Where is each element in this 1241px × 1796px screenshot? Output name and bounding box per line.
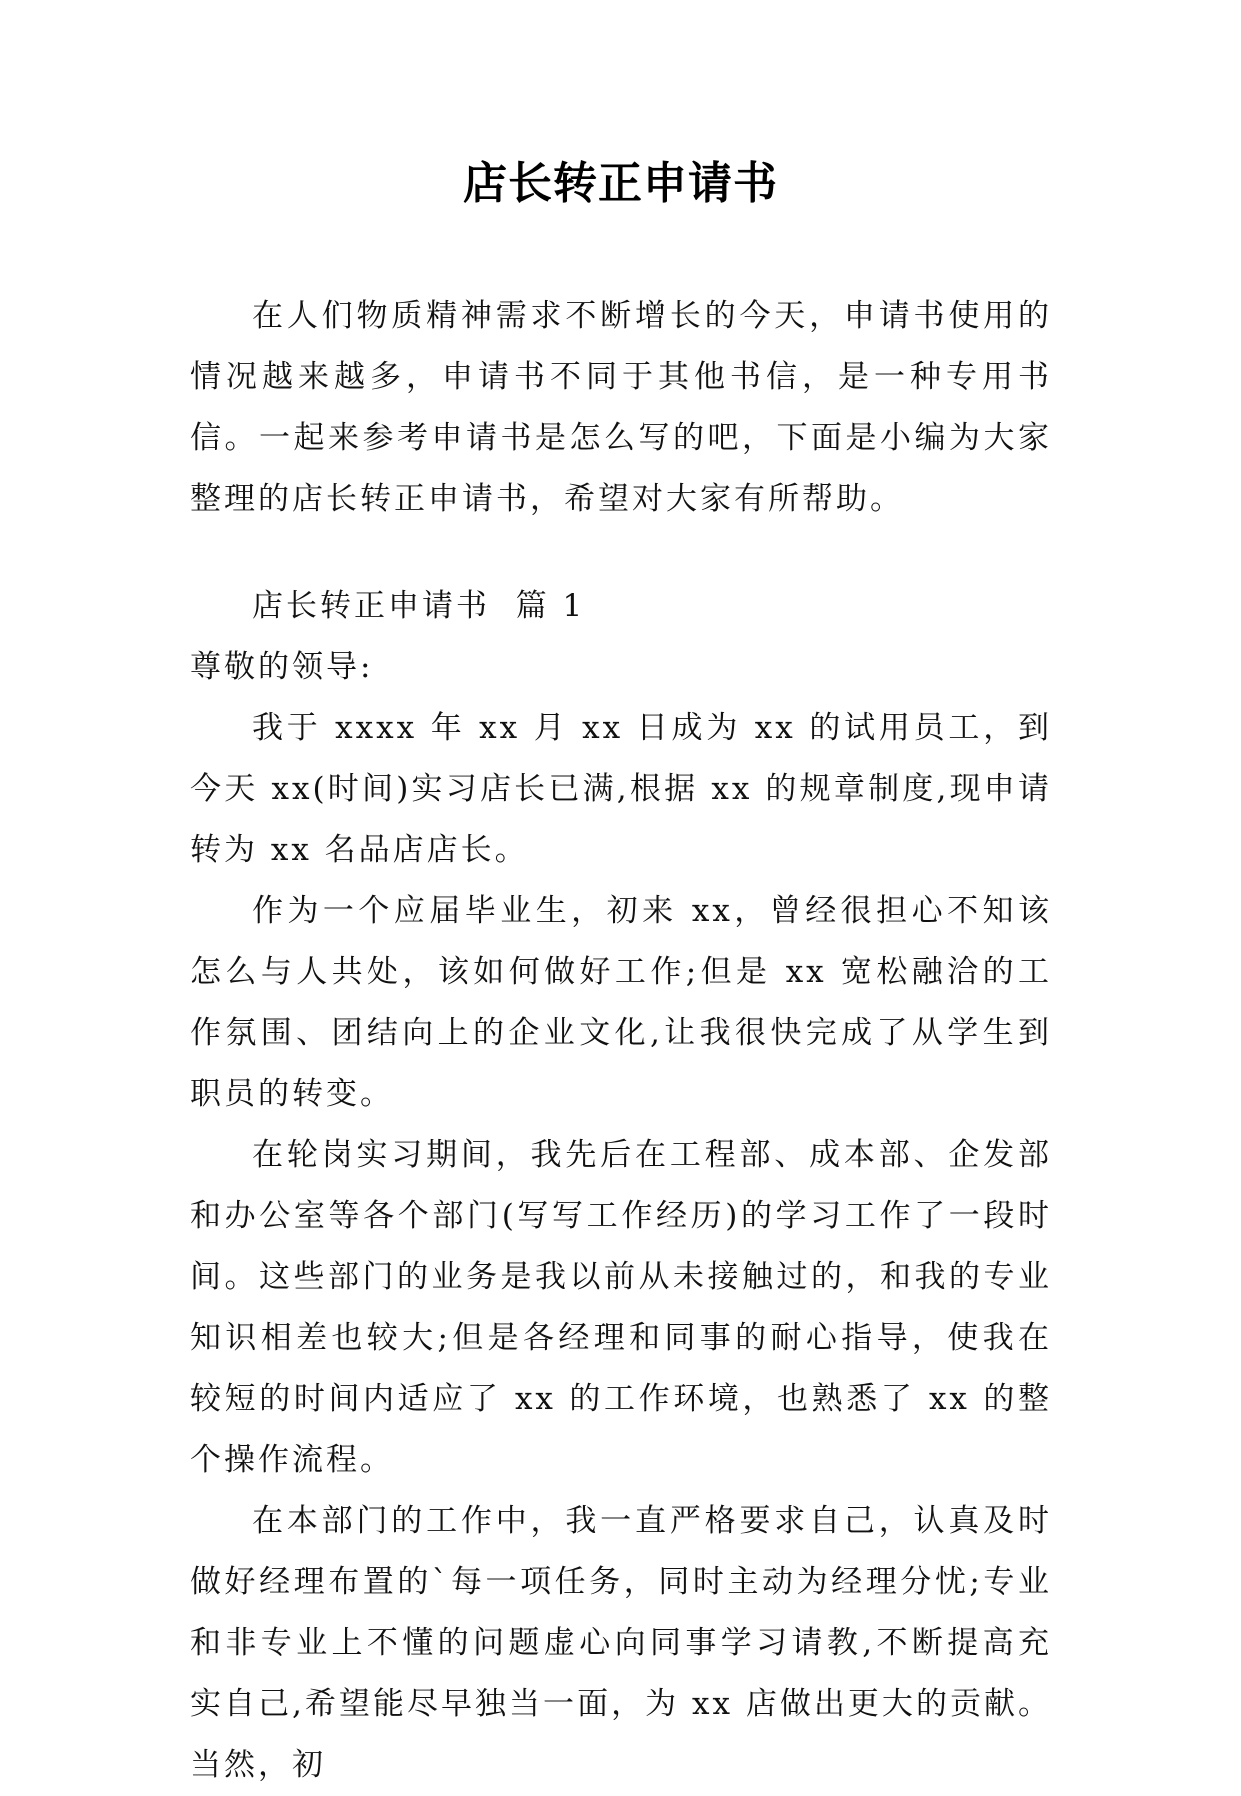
body-paragraph: 我于 xxxx 年 xx 月 xx 日成为 xx 的试用员工，到今天 xx(时间)实习店长已满,根据 xx 的规章制度,现申请转为 xx 名品店店长。 [190,710,1052,868]
salutation: 尊敬的领导: [190,649,374,685]
document-title: 店长转正申请书 [463,158,778,209]
intro-section [190,286,1052,530]
body-paragraph: 在轮岗实习期间，我先后在工程部、成本部、企发部和办公室等各个部门(写写工作经历)的学习工作了一段时间。这些部门的业务是我以前从未接触过的，和我的专业知识相差也较大;但是各经理和同事的耐心指导，使我在较短的时间内适应了 xx 的工作环境，也熟悉了 xx 的整个操作流程。 [190,1137,1052,1478]
letter-body [190,698,1052,1796]
section-heading: 店长转正申请书 篇 1 [252,588,586,624]
body-paragraph: 作为一个应届毕业生，初来 xx，曾经很担心不知该怎么与人共处，该如何做好工作;但是 xx 宽松融洽的工作氛围、团结向上的企业文化,让我很快完成了从学生到职员的转变。 [190,893,1052,1112]
body-paragraph: 在本部门的工作中，我一直严格要求自己，认真及时做好经理布置的`每一项任务，同时主动为经理分忧;专业和非专业上不懂的问题虚心向同事学习请教,不断提高充实自己,希望能尽早独当一面，为 xx 店做出更大的贡献。当然，初 [190,1503,1052,1783]
intro-paragraph: 在人们物质精神需求不断增长的今天，申请书使用的情况越来越多，申请书不同于其他书信，是一种专用书信。一起来参考申请书是怎么写的吧，下面是小编为大家整理的店长转正申请书，希望对大家有所帮助。 [190,298,1052,517]
